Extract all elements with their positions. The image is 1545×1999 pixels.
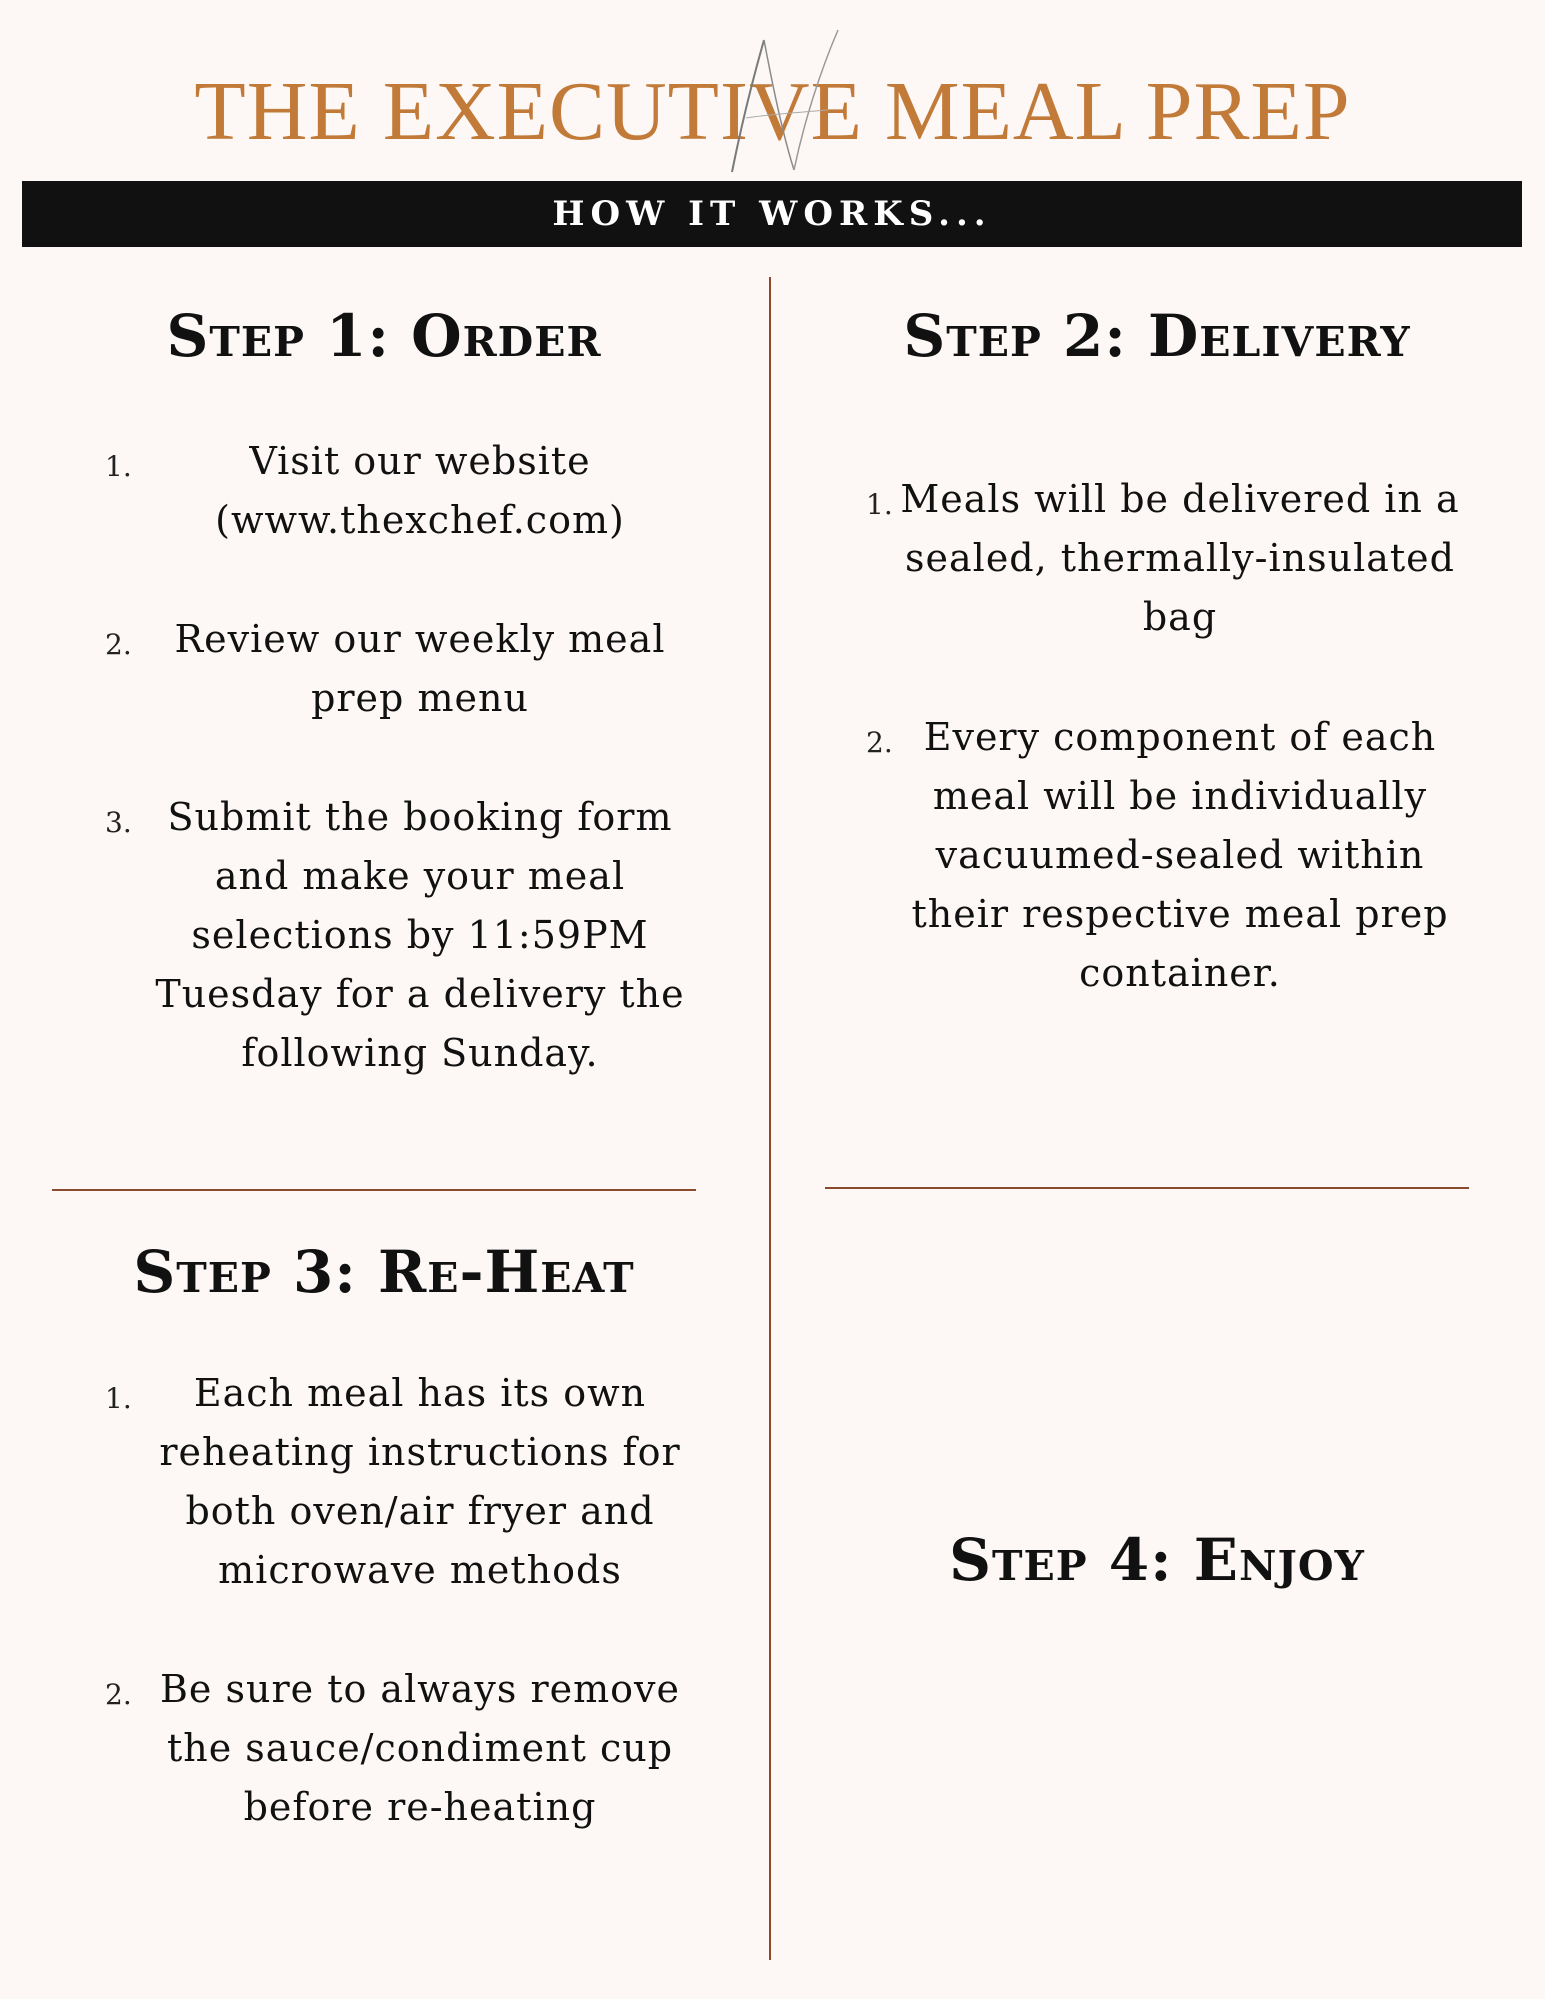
- monogram-logo: [712, 22, 852, 182]
- step-2-item-1: Meals will be delivered in a sealed, thermally-insulated bag: [900, 477, 1460, 639]
- step-3-item-1: Each meal has its own reheating instructions for both oven/air fryer and microwave methods: [159, 1371, 681, 1592]
- step-1-item-3-number: 3.: [105, 806, 132, 839]
- step-2-item-2: Every component of each meal will be individually vacuumed-sealed within their respective meal prep container.: [911, 715, 1449, 995]
- horizontal-divider-right: [825, 1187, 1469, 1189]
- step-1-item-2-number: 2.: [105, 628, 132, 661]
- vertical-divider: [769, 277, 771, 1960]
- banner-label: HOW IT WORKS...: [552, 194, 992, 234]
- step-3-item-2-number: 2.: [105, 1678, 132, 1711]
- step-1-item-1: Visit our website (www.thexchef.com): [215, 439, 625, 542]
- step-3-item-1-number: 1.: [105, 1382, 132, 1415]
- step-1-title: Step 1: Order: [166, 302, 602, 370]
- step-1-item-2: Review our weekly meal prep menu: [174, 617, 666, 720]
- step-3-item-2: Be sure to always remove the sauce/condiment cup before re-heating: [160, 1667, 680, 1829]
- step-1-item-1-number: 1.: [105, 450, 132, 483]
- step-2-item-2-number: 2.: [866, 726, 893, 759]
- step-4-title: Step 4: Enjoy: [949, 1526, 1365, 1594]
- how-it-works-banner: [22, 181, 1522, 247]
- step-1-item-3: Submit the booking form and make your meal selections by 11:59PM Tuesday for a delivery the following Sunday.: [155, 795, 685, 1075]
- step-2-item-1-number: 1.: [866, 488, 893, 521]
- step-3-title: Step 3: Re-Heat: [133, 1238, 635, 1306]
- step-2-title: Step 2: Delivery: [903, 302, 1411, 370]
- brand-title: THE EXECUTIVE MEAL PREP: [194, 65, 1351, 158]
- horizontal-divider-left: [52, 1189, 696, 1191]
